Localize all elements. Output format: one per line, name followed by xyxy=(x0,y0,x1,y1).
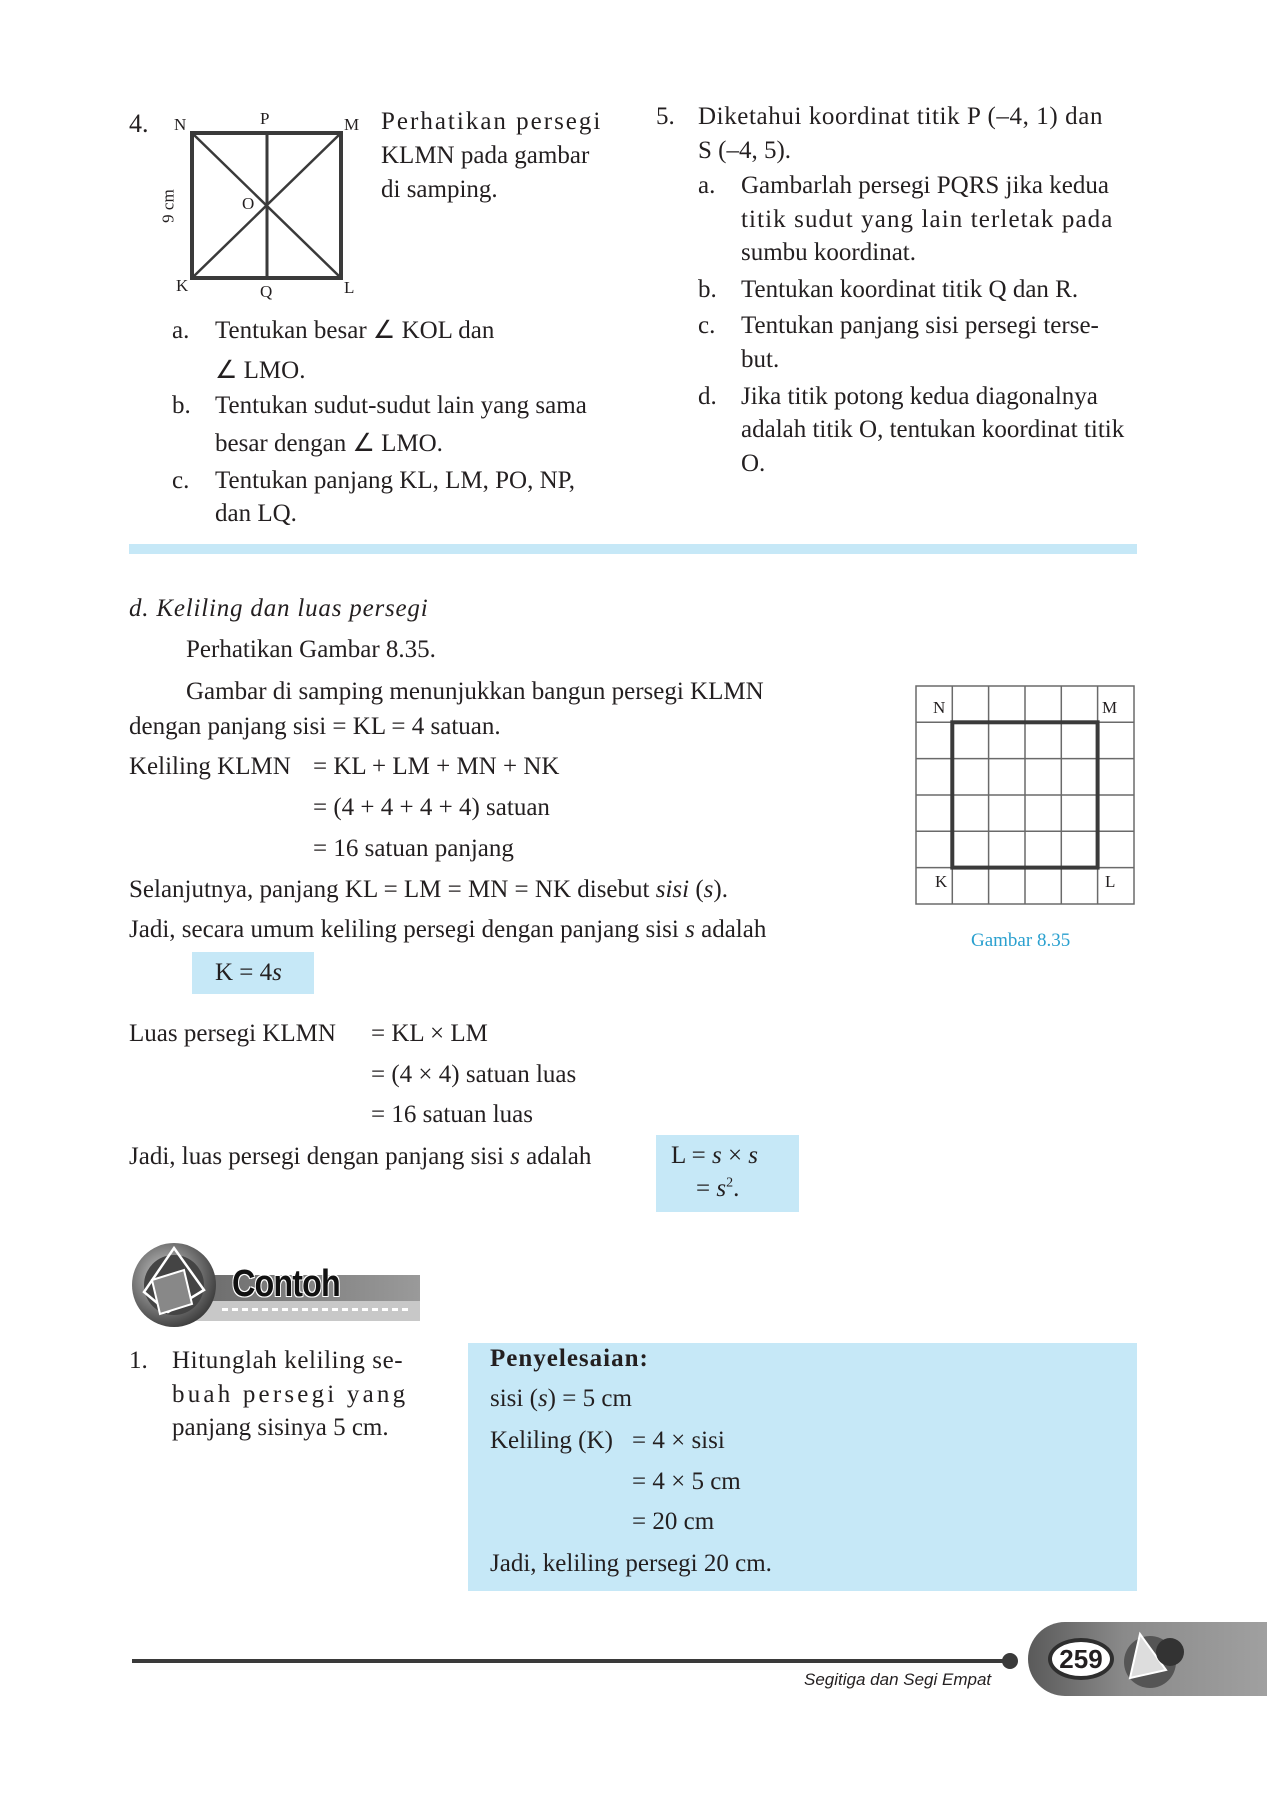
item-text: O. xyxy=(741,450,766,477)
variable: s xyxy=(537,1385,548,1412)
paragraph: Perhatikan Gambar 8.35. xyxy=(186,636,436,663)
label-m: M xyxy=(344,115,360,134)
item-letter: d. xyxy=(698,383,717,410)
label-q: Q xyxy=(260,282,273,301)
formula-keliling xyxy=(215,957,282,990)
item-text: Tentukan panjang sisi persegi terse- xyxy=(741,312,1099,339)
variable: s xyxy=(685,916,695,943)
luas-step: = KL × LM xyxy=(371,1020,488,1047)
exponent: 2 xyxy=(726,1175,734,1191)
problem-line: Hitunglah keliling se- xyxy=(172,1347,404,1374)
problem-line: buah persegi yang xyxy=(172,1381,409,1408)
formula-luas-line1 xyxy=(671,1140,758,1173)
square-klmn-figure xyxy=(160,105,370,305)
item-letter: c. xyxy=(698,312,716,339)
text: × xyxy=(721,1142,749,1169)
luas-step: = 16 satuan luas xyxy=(371,1101,533,1128)
footer-rule xyxy=(132,1659,1008,1663)
variable: s xyxy=(711,1142,722,1169)
item-text: Tentukan sudut-sudut lain yang sama xyxy=(215,392,587,419)
text: . xyxy=(733,1175,740,1202)
item-text: Gambarlah persegi PQRS jika kedua xyxy=(741,172,1109,199)
item-letter: a. xyxy=(698,172,716,199)
paragraph: Gambar di samping menunjukkan bangun persegi KLMN xyxy=(186,678,764,705)
text: Jadi, secara umum keliling persegi dengan panjang sisi xyxy=(129,916,686,943)
solution-line xyxy=(490,1383,632,1416)
exercise-intro-line: Perhatikan persegi xyxy=(381,108,603,135)
text: L = xyxy=(671,1142,712,1169)
solution-heading: Penyelesaian: xyxy=(490,1345,649,1372)
section-divider xyxy=(129,544,1137,554)
solution-step: = 4 × 5 cm xyxy=(632,1468,741,1495)
exercise-intro-line: KLMN pada gambar xyxy=(381,142,590,169)
page-number: 259 xyxy=(1048,1638,1114,1680)
text: ) = 5 cm xyxy=(547,1385,632,1412)
keliling-step: = (4 + 4 + 4 + 4) satuan xyxy=(313,794,550,821)
side-length-label: 9 cm xyxy=(158,189,178,223)
item-text: but. xyxy=(741,346,780,373)
item-text: besar dengan ∠ LMO. xyxy=(215,430,443,457)
square-diagram-icon xyxy=(160,105,370,305)
formula-keliling-box xyxy=(192,952,314,994)
label-l: L xyxy=(1105,872,1116,891)
label-n: N xyxy=(933,698,946,717)
item-letter: b. xyxy=(698,276,717,303)
label-l: L xyxy=(344,278,355,297)
luas-step: = (4 × 4) satuan luas xyxy=(371,1061,577,1088)
item-text: titik sudut yang lain terletak pada xyxy=(741,206,1114,233)
item-text: Tentukan koordinat titik Q dan R. xyxy=(741,276,1079,303)
keliling-label: Keliling (K) xyxy=(490,1427,613,1454)
item-text: Jika titik potong kedua diagonalnya xyxy=(741,383,1098,410)
term: sisi xyxy=(655,876,690,903)
item-letter: b. xyxy=(172,392,191,419)
problem-line: panjang sisinya 5 cm. xyxy=(172,1414,389,1441)
footer-dot-icon xyxy=(1002,1653,1018,1669)
figure-caption: Gambar 8.35 xyxy=(971,930,1071,951)
text: Jadi, luas persegi dengan panjang sisi xyxy=(129,1143,511,1170)
keliling-step: = 16 satuan panjang xyxy=(313,835,514,862)
label-p: P xyxy=(260,109,270,128)
text: adalah xyxy=(519,1143,592,1170)
solution-box xyxy=(468,1343,1137,1591)
keliling-step: = KL + LM + MN + NK xyxy=(313,753,560,780)
item-text: adalah titik O, tentukan koordinat titik xyxy=(741,416,1125,443)
figure-8-35 xyxy=(915,685,1135,905)
text: ( xyxy=(689,876,704,903)
exercise-intro-line: S (–4, 5). xyxy=(698,137,792,164)
exercise-intro-line: di samping. xyxy=(381,176,498,203)
variable: s xyxy=(703,876,714,903)
label-m: M xyxy=(1102,698,1118,717)
variable: s xyxy=(510,1143,520,1170)
text: Selanjutnya, panjang KL = LM = MN = NK disebut xyxy=(129,876,656,903)
exercise-number: 4. xyxy=(129,109,149,138)
luas-conclusion xyxy=(129,1141,591,1174)
variable: s xyxy=(748,1142,759,1169)
solution-conclusion: Jadi, keliling persegi 20 cm. xyxy=(490,1550,772,1577)
section-heading: d. Keliling dan luas persegi xyxy=(129,595,429,622)
formula-luas-box xyxy=(656,1135,799,1212)
sisi-definition xyxy=(129,874,728,907)
exercise-intro-line: Diketahui koordinat titik P (–4, 1) dan xyxy=(698,103,1104,130)
text: = xyxy=(696,1175,717,1202)
text: sisi ( xyxy=(490,1385,538,1412)
keliling-label: Keliling KLMN xyxy=(129,753,291,780)
item-text: sumbu koordinat. xyxy=(741,239,916,266)
solution-step: = 20 cm xyxy=(632,1508,715,1535)
contoh-title: Contoh xyxy=(232,1263,340,1305)
problem-number: 1. xyxy=(129,1347,148,1374)
solution-step: = 4 × sisi xyxy=(632,1427,725,1454)
label-o: O xyxy=(242,194,255,213)
item-text: ∠ LMO. xyxy=(215,357,306,384)
variable: s xyxy=(716,1175,727,1202)
chapter-title: Segitiga dan Segi Empat xyxy=(804,1670,992,1689)
contoh-banner xyxy=(130,1240,420,1330)
paragraph: dengan panjang sisi = KL = 4 satuan. xyxy=(129,713,501,740)
variable: s xyxy=(272,959,282,986)
luas-label: Luas persegi KLMN xyxy=(129,1020,336,1047)
item-text: Tentukan besar ∠ KOL dan xyxy=(215,317,495,344)
label-k: K xyxy=(176,276,189,295)
text: ). xyxy=(713,876,728,903)
general-statement xyxy=(129,914,766,947)
item-letter: a. xyxy=(172,317,190,344)
item-text: Tentukan panjang KL, LM, PO, NP, xyxy=(215,467,576,494)
text: K = 4 xyxy=(215,959,273,986)
formula-luas-line2 xyxy=(696,1173,739,1206)
label-n: N xyxy=(174,115,187,134)
exercise-number: 5. xyxy=(656,103,675,130)
item-letter: c. xyxy=(172,467,190,494)
item-text: dan LQ. xyxy=(215,500,297,527)
label-k: K xyxy=(935,872,948,891)
text: adalah xyxy=(694,916,767,943)
geometry-logo-icon xyxy=(1110,1630,1190,1690)
